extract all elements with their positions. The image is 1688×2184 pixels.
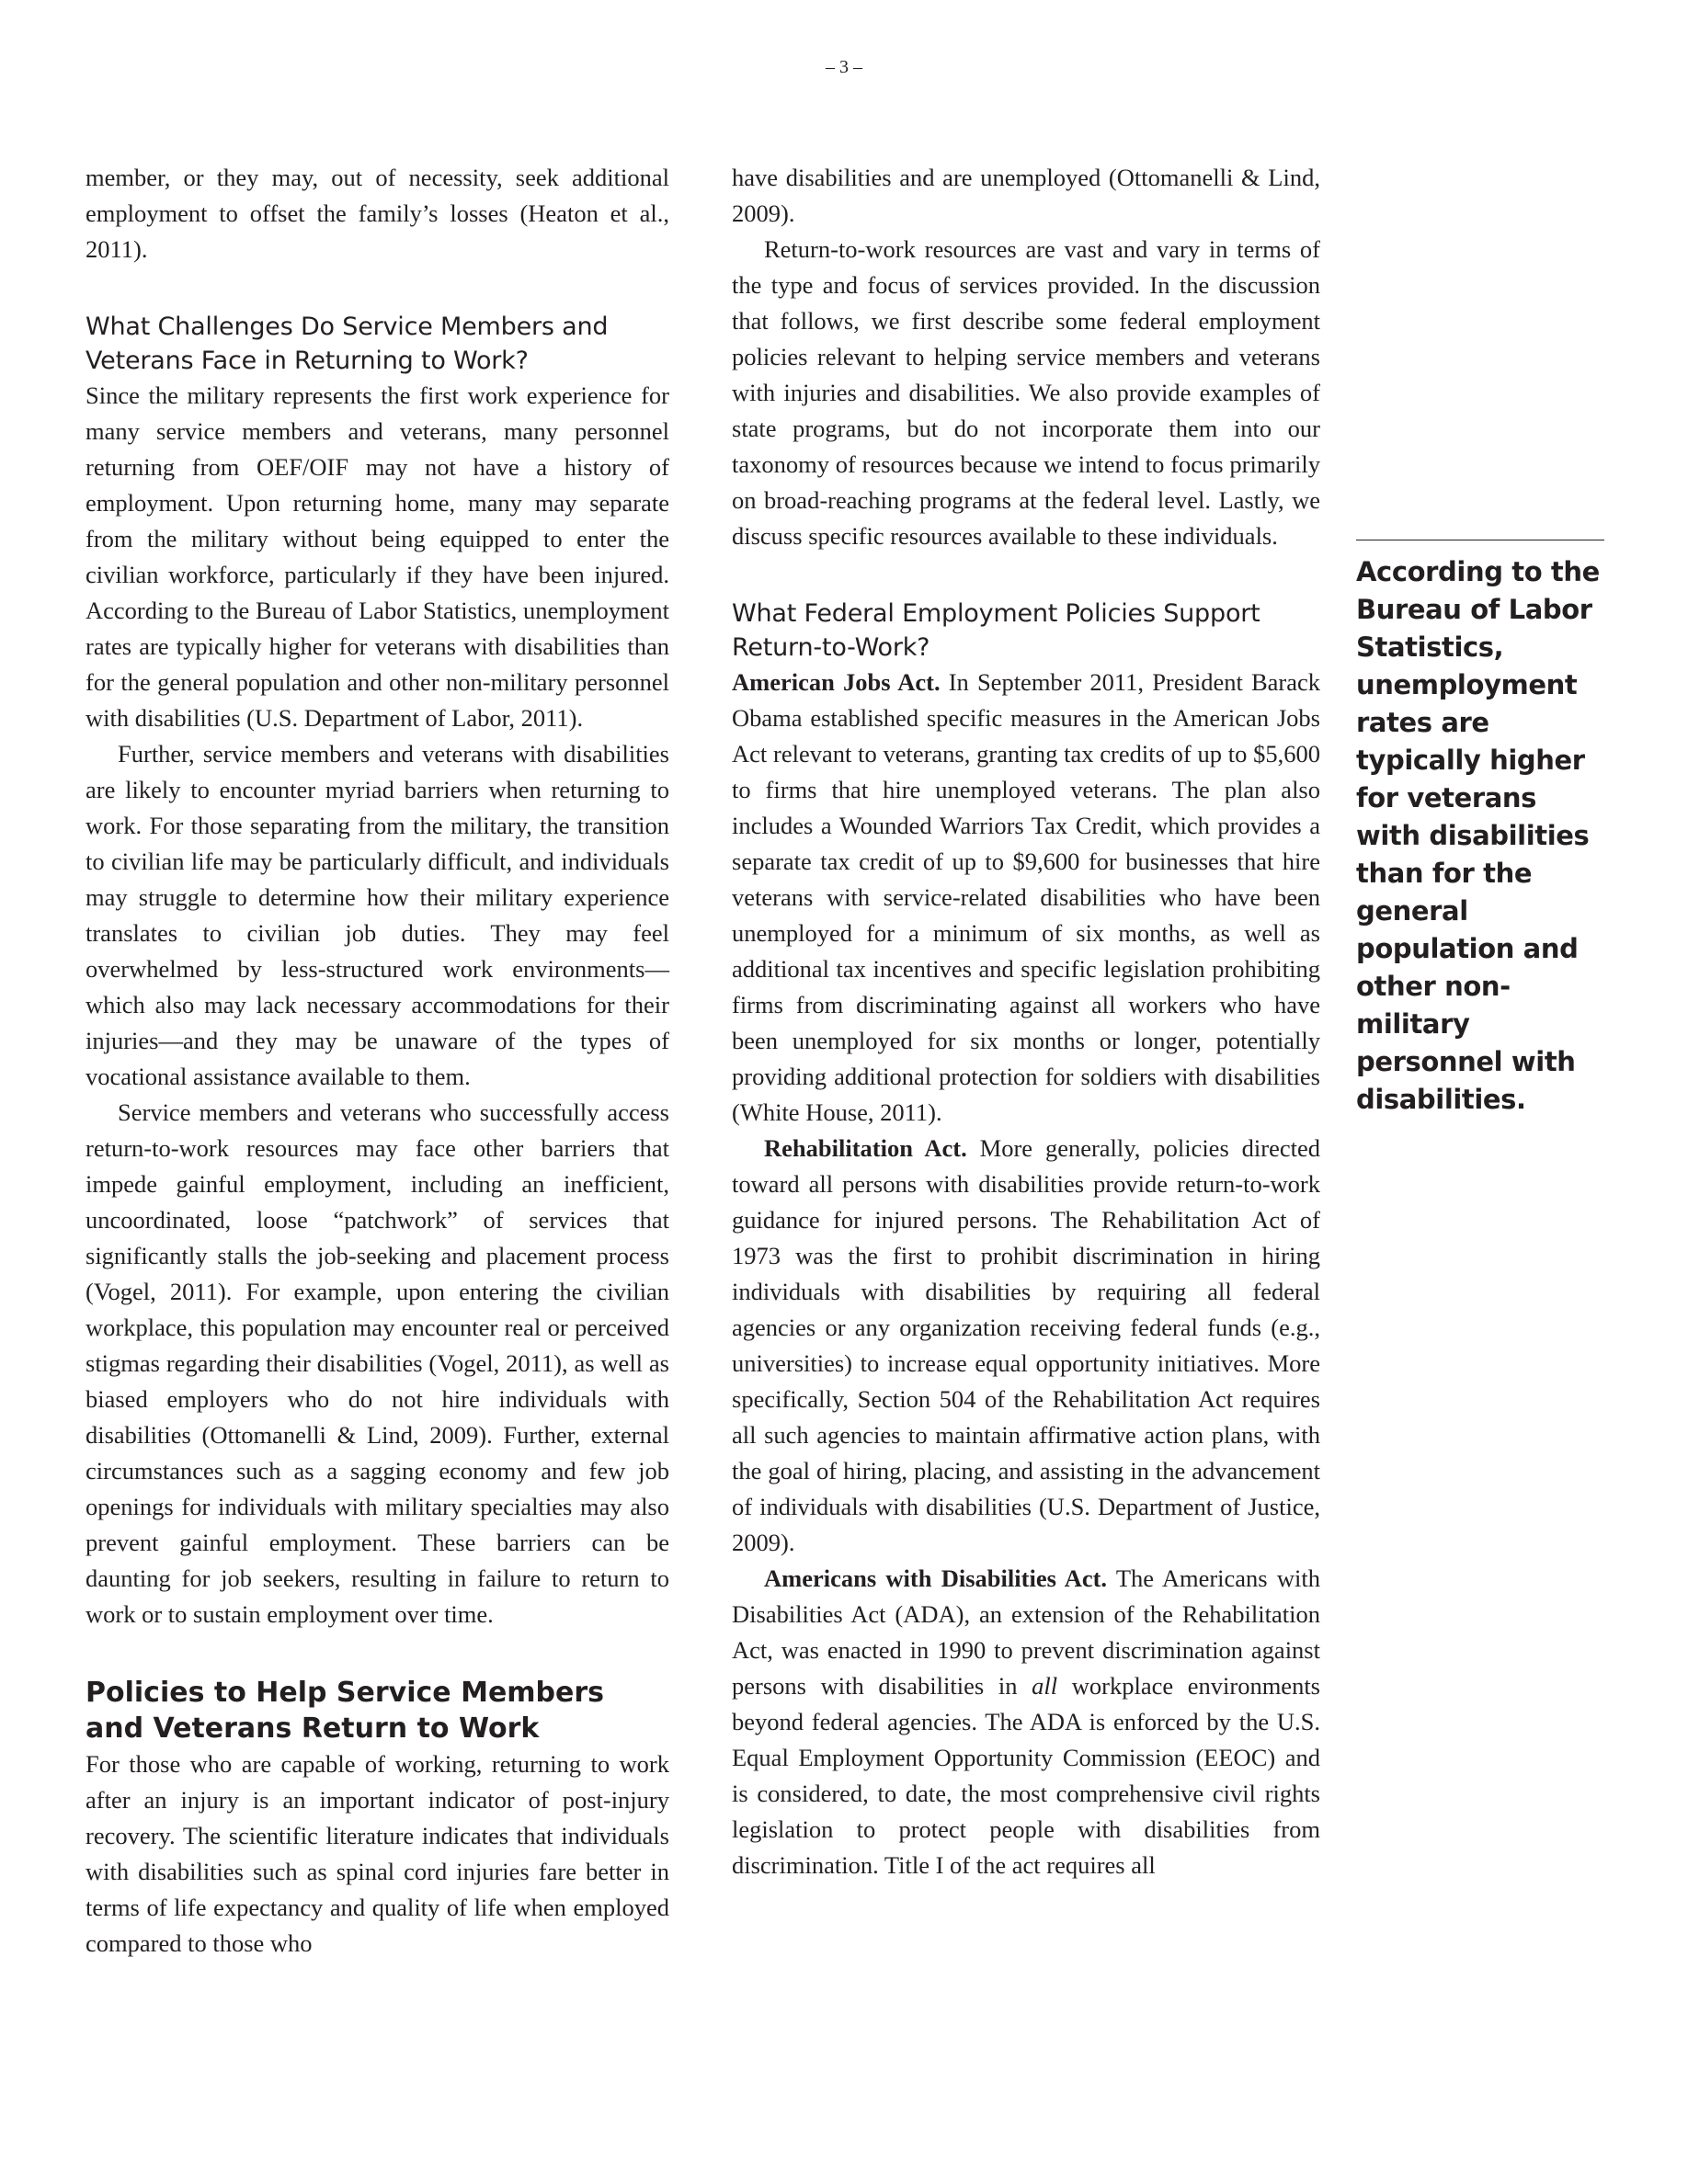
ada-text-2: workplace environments beyond federal agencies. The ADA is enforced by the U.S. Equal Employment Opportunity Commission (EEOC) and is considered, to date, the most comprehensive civil rights legislation to protect people with disabilities from discrimination. Title I of the act requires all (732, 1672, 1320, 1879)
paragraph-resources: Return-to-work resources are vast and vary in terms of the type and focus of services provided. In the discussion that follows, we first describe some federal employment policies relevant to helping service members and veterans with injuries and disabilities. We also provide examples of state programs, but do not incorporate them into our taxonomy of resources because we intend to focus primarily on broad-reaching programs at the federal level. Lastly, we discuss specific resources available to these individuals. (732, 235, 1320, 550)
paragraph-continued: member, or they may, out of necessity, seek additional employment to offset the family’s losses (Heaton et al., 2011). (86, 164, 669, 263)
section-heading-policies: Policies to Help Service Members and Veterans Return to Work (86, 1677, 605, 1745)
right-column (732, 160, 1320, 1883)
section-heading-challenges: What Challenges Do Service Members and Veterans Face in Returning to Work? (86, 313, 609, 375)
paragraph-rehab-act (732, 1131, 1320, 1561)
paragraph-continued-right: have disabilities and are unemployed (Ottomanelli & Lind, 2009). (732, 164, 1320, 227)
left-column (86, 160, 669, 1962)
pull-quote-text: According to the Bureau of Labor Statistics, unemployment rates are typically higher for veterans with disabilities than for the general population and other non-military personnel with disabilities. (1356, 556, 1600, 1115)
paragraph-challenges-1: Since the military represents the first work experience for many service members and veterans, many personnel returning from OEF/OIF may not have a history of employment. Upon returning home, many may separate from the military without being equipped to enter the civilian workforce, particularly if they have been injured. According to the Bureau of Labor Statistics, unemployment rates are typically higher for veterans with disabilities than for the general population and other non-military personnel with disabilities (U.S. Department of Labor, 2011). (86, 381, 669, 732)
paragraph-jobs-act (732, 665, 1320, 1131)
run-in-heading-ada: Americans with Disabilities Act. (764, 1564, 1108, 1592)
ada-text-1: The Americans with Disabilities Act (ADA), an extension of the Rehabilitation Act, was enacted in 1990 to prevent discrimination against persons with disabilities in (732, 1564, 1320, 1700)
section-heading-federal: What Federal Employment Policies Support Return-to-Work? (732, 599, 1260, 662)
run-in-heading-rehab-act: Rehabilitation Act. (764, 1134, 967, 1162)
paragraph-challenges-3: Service members and veterans who successfully access return-to-work resources may face other barriers that impede gainful employment, including an inefficient, uncoordinated, loose “patchwork” of services that significantly stalls the job-seeking and placement process (Vogel, 2011). For example, upon entering the civilian workplace, this population may encounter real or perceived stigmas regarding their disabilities (Vogel, 2011), as well as biased employers who do not hire individuals with disabilities (Ottomanelli & Lind, 2009). Further, external circumstances such as a sagging economy and few job openings for individuals with military specialties may also prevent gainful employment. These barriers can be daunting for job seekers, resulting in failure to return to work or to sustain employment over time. (86, 1098, 669, 1628)
run-in-heading-jobs-act: American Jobs Act. (732, 668, 941, 696)
pull-quote-sidebar (1356, 540, 1604, 1119)
jobs-act-text: In September 2011, President Barack Obama established specific measures in the American Jobs Act relevant to veterans, granting tax credits of up to $5,600 to firms that hire unemployed veterans. The plan also includes a Wounded Warriors Tax Credit, which provides a separate tax credit of up to $9,600 for businesses that hire veterans with service-related disabilities who have been unemployed for a minimum of six months, as well as additional tax incentives and specific legislation prohibiting firms from discriminating against all workers who have been unemployed for six months or longer, potentially providing additional protection for soldiers with disabilities (White House, 2011). (732, 668, 1320, 1126)
rehab-act-text: More generally, policies directed toward all persons with disabilities provide return-to-work guidance for injured persons. The Rehabilitation Act of 1973 was the first to prohibit discrimination in hiring individuals with disabilities by requiring all federal agencies or any organization receiving federal funds (e.g., universities) to increase equal opportunity initiatives. More specifically, Section 504 of the Rehabilitation Act requires all such agencies to maintain affirmative action plans, with the goal of hiring, placing, and assisting in the advancement of individuals with disabilities (U.S. Department of Justice, 2009). (732, 1134, 1320, 1556)
paragraph-challenges-2: Further, service members and veterans with disabilities are likely to encounter myriad barriers when returning to work. For those separating from the military, the transition to civilian life may be particularly difficult, and individuals may struggle to determine how their military experience translates to civilian job duties. They may feel overwhelmed by less-structured work environments—which also may lack necessary accommodations for their injuries—and they may be unaware of the types of vocational assistance available to them. (86, 740, 669, 1090)
page-number: – 3 – (826, 57, 862, 77)
paragraph-ada (732, 1561, 1320, 1883)
ada-text-italic: all (1032, 1672, 1058, 1700)
paragraph-policies-1: For those who are capable of working, returning to work after an injury is an important indicator of post-injury recovery. The scientific literature indicates that individuals with disabilities such as spinal cord injuries fare better in terms of life expectancy and quality of life when employed compared to those who (86, 1750, 669, 1957)
